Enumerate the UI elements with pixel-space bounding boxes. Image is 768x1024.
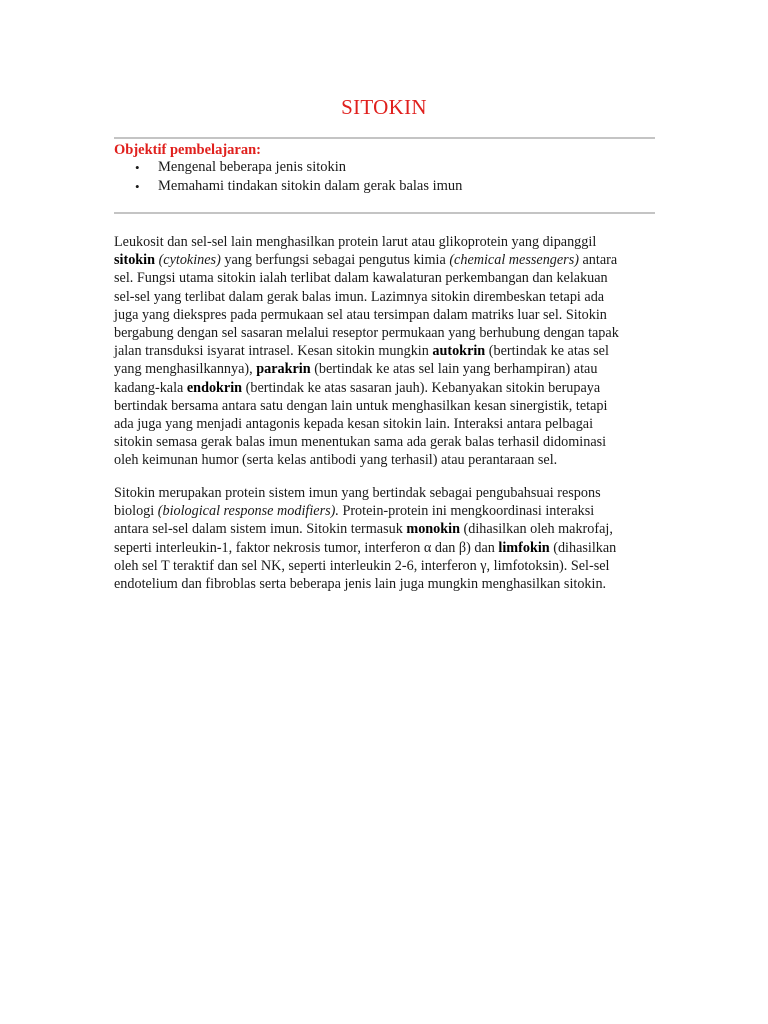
p2-text: Protein-protein ini mengkoordinasi interaksi xyxy=(342,503,595,520)
term-biological-response-modifiers: (biological response modifiers). xyxy=(157,503,339,520)
objective-item xyxy=(114,177,654,196)
p1-text: (bertindak ke atas sasaran jauh). Kebanyakan sitokin berupaya xyxy=(245,379,601,396)
p1-line: bertindak bersama antara satu dengan lain untuk menghasilkan kesan sinergistik, tetapi xyxy=(114,397,608,414)
term-endokrin: endokrin xyxy=(186,379,243,396)
p1-line: bergabung dengan sel sasaran melalui reseptor permukaan yang berhubung dengan tapak xyxy=(114,325,619,342)
term-monokin: monokin xyxy=(406,521,460,538)
p2-text: (dihasilkan xyxy=(553,539,617,556)
p2-line: oleh sel T teraktif dan sel NK, seperti interleukin 2-6, interferon γ, limfotoksin). Sel-sel xyxy=(114,557,610,574)
p2-text: antara sel-sel dalam sistem imun. Sitokin termasuk xyxy=(114,521,403,538)
p2-line: endotelium dan fibroblas serta beberapa jenis lain juga mungkin menghasilkan sitokin. xyxy=(114,576,607,593)
p1-line xyxy=(114,342,654,360)
p1-line xyxy=(114,360,654,378)
p1-text: jalan transduksi isyarat intrasel. Kesan sitokin mungkin xyxy=(114,343,429,360)
term-autokrin: autokrin xyxy=(432,343,486,360)
divider-bottom xyxy=(114,212,655,214)
p2-text: (dihasilkan oleh makrofaj, xyxy=(463,521,613,538)
term-parakrin: parakrin xyxy=(256,361,311,378)
divider-top xyxy=(114,137,655,139)
term-sitokin: sitokin xyxy=(114,252,156,269)
p2-line xyxy=(114,520,654,538)
term-limfokin: limfokin xyxy=(498,539,550,556)
term-chemical-messengers: (chemical messengers) xyxy=(449,252,579,269)
objective-text: Mengenal beberapa jenis sitokin xyxy=(158,159,347,175)
p2-line xyxy=(114,539,654,557)
p1-text: yang menghasilkannya), xyxy=(114,361,253,378)
bullet-icon: • xyxy=(135,179,140,194)
p1-text: (bertindak ke atas sel xyxy=(488,343,609,360)
p1-line: oleh keimunan humor (serta kelas antibodi yang terhasil) atau perantaraan sel. xyxy=(114,452,558,469)
bullet-icon: • xyxy=(135,160,140,175)
p1-text: antara xyxy=(582,252,618,269)
paragraph-2 xyxy=(114,484,654,593)
term-cytokines: (cytokines) xyxy=(158,252,221,269)
objective-item xyxy=(114,158,654,177)
p1-text: kadang-kala xyxy=(114,379,184,396)
p1-line: sel-sel yang terlibat dalam gerak balas imun. Lazimnya sitokin dirembeskan tetapi ada xyxy=(114,288,605,305)
p1-line: sitokin semasa gerak balas imun menentukan sama ada gerak balas terhasil didominasi xyxy=(114,434,607,451)
p1-line: juga yang diekspres pada permukaan sel atau tersimpan dalam matriks luar sel. Sitokin xyxy=(114,306,607,323)
p2-text: seperti interleukin-1, faktor nekrosis tumor, interferon α dan β) dan xyxy=(114,539,495,556)
p1-line: Leukosit dan sel-sel lain menghasilkan protein larut atau glikoprotein yang dipanggil xyxy=(114,234,597,250)
page-title: SITOKIN xyxy=(341,95,427,119)
p1-text: yang berfungsi sebagai pengutus kimia xyxy=(224,252,446,269)
objectives-heading: Objektif pembelajaran: xyxy=(114,142,261,158)
objective-text: Memahami tindakan sitokin dalam gerak balas imun xyxy=(158,178,463,194)
p2-text: biologi xyxy=(114,503,155,520)
p1-line: sel. Fungsi utama sitokin ialah terlibat dalam kawalaturan perkembangan dan kelakuan xyxy=(114,270,608,287)
p1-line xyxy=(114,251,654,269)
p1-text: (bertindak ke atas sel lain yang berhampiran) atau xyxy=(314,361,598,378)
p1-line: ada juga yang menjadi antagonis kepada kesan sitokin lain. Interaksi antara pelbagai xyxy=(114,416,594,433)
paragraph-1 xyxy=(114,233,654,470)
objectives-list xyxy=(114,158,654,196)
p2-line: Sitokin merupakan protein sistem imun yang bertindak sebagai pengubahsuai respons xyxy=(114,485,601,501)
p1-line xyxy=(114,379,654,397)
p2-line xyxy=(114,502,654,520)
